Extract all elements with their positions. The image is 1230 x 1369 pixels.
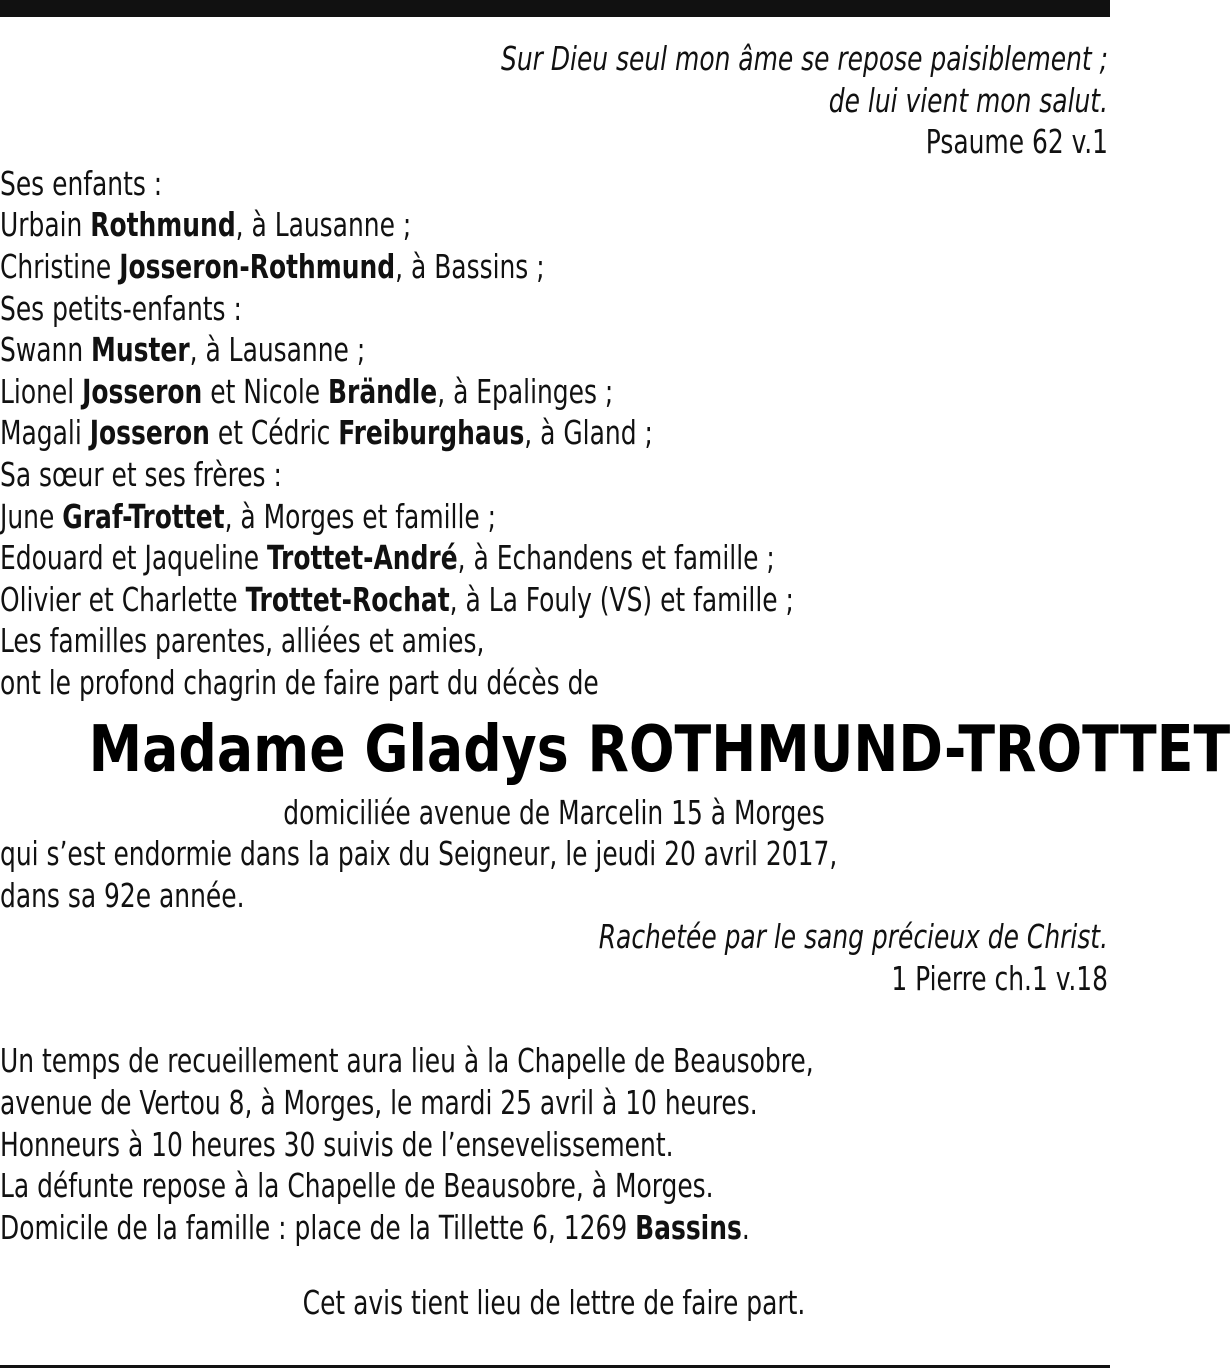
bottom-rule [0,1365,1110,1368]
closing-verse: Rachetée par le sang précieux de Christ. [598,917,1108,957]
ceremony-line-4: La défunte repose à la Chapelle de Beausobre, à Morges. [0,1166,714,1206]
deceased-address: domiciliée avenue de Marcelin 15 à Morges [283,792,825,832]
family-surname: Josseron-Rothmund [119,246,396,286]
family-member-line: Swann Muster, à Lausanne ; [0,330,366,370]
family-surname: Graf-Trottet [62,496,225,536]
family-member-line: Olivier et Charlette Trottet-Rochat, à La Fouly (VS) et famille ; [0,579,794,619]
death-line-2: dans sa 92e année. [0,875,245,915]
obituary-notice [0,38,1230,1324]
ceremony-line-2: avenue de Vertou 8, à Morges, le mardi 25 avril à 10 heures. [0,1083,758,1123]
ceremony-line-1: Un temps de recueillement aura lieu à la Chapelle de Beausobre, [0,1041,814,1081]
spacer [0,999,1108,1040]
family-member-line: Lionel Josseron et Nicole Brändle, à Epalinges ; [0,371,614,411]
family-member-line: Christine Josseron-Rothmund, à Bassins ; [0,246,545,286]
closing-verse-reference: 1 Pierre ch.1 v.18 [891,958,1108,998]
family-surname: Trottet-André [267,538,458,578]
family-home-town: Bassins [635,1207,742,1247]
family-surname: Brändle [328,371,438,411]
family-member-line: June Graf-Trottet, à Morges et famille ; [0,496,497,536]
siblings-heading: Sa sœur et ses frères : [0,454,282,494]
families-line: Les familles parentes, alliées et amies, [0,621,485,661]
verse-line-1: Sur Dieu seul mon âme se repose paisiblement ; [501,39,1108,78]
family-home-line: Domicile de la famille : place de la Tillette 6, 1269 Bassins. [0,1207,750,1247]
children-heading: Ses enfants : [0,163,163,203]
verse-reference: Psaume 62 v.1 [925,122,1108,162]
verse-line-2: de lui vient mon salut. [828,80,1108,120]
family-member-line: Magali Josseron et Cédric Freiburghaus, à Gland ; [0,413,653,453]
family-surname: Josseron [82,371,203,411]
family-surname: Muster [91,330,190,370]
deceased-name: Madame Gladys ROTHMUND-TROTTET [88,712,1230,787]
grandchildren-heading: Ses petits-enfants : [0,288,242,328]
closing-notice: Cet avis tient lieu de lettre de faire part. [302,1283,806,1323]
family-surname: Trottet-Rochat [245,579,450,619]
top-rule [0,0,1110,17]
spacer [0,1248,1108,1282]
family-surname: Freiburghaus [338,413,525,453]
family-member-line: Edouard et Jaqueline Trottet-André, à Echandens et famille ; [0,538,775,578]
ceremony-line-3: Honneurs à 10 heures 30 suivis de l’ensevelissement. [0,1124,674,1164]
family-member-line: Urbain Rothmund, à Lausanne ; [0,205,412,245]
family-surname: Josseron [89,413,210,453]
family-surname: Rothmund [90,205,236,245]
death-line-1: qui s’est endormie dans la paix du Seigneur, le jeudi 20 avril 2017, [0,834,838,874]
announcement-line: ont le profond chagrin de faire part du décès de [0,662,599,702]
